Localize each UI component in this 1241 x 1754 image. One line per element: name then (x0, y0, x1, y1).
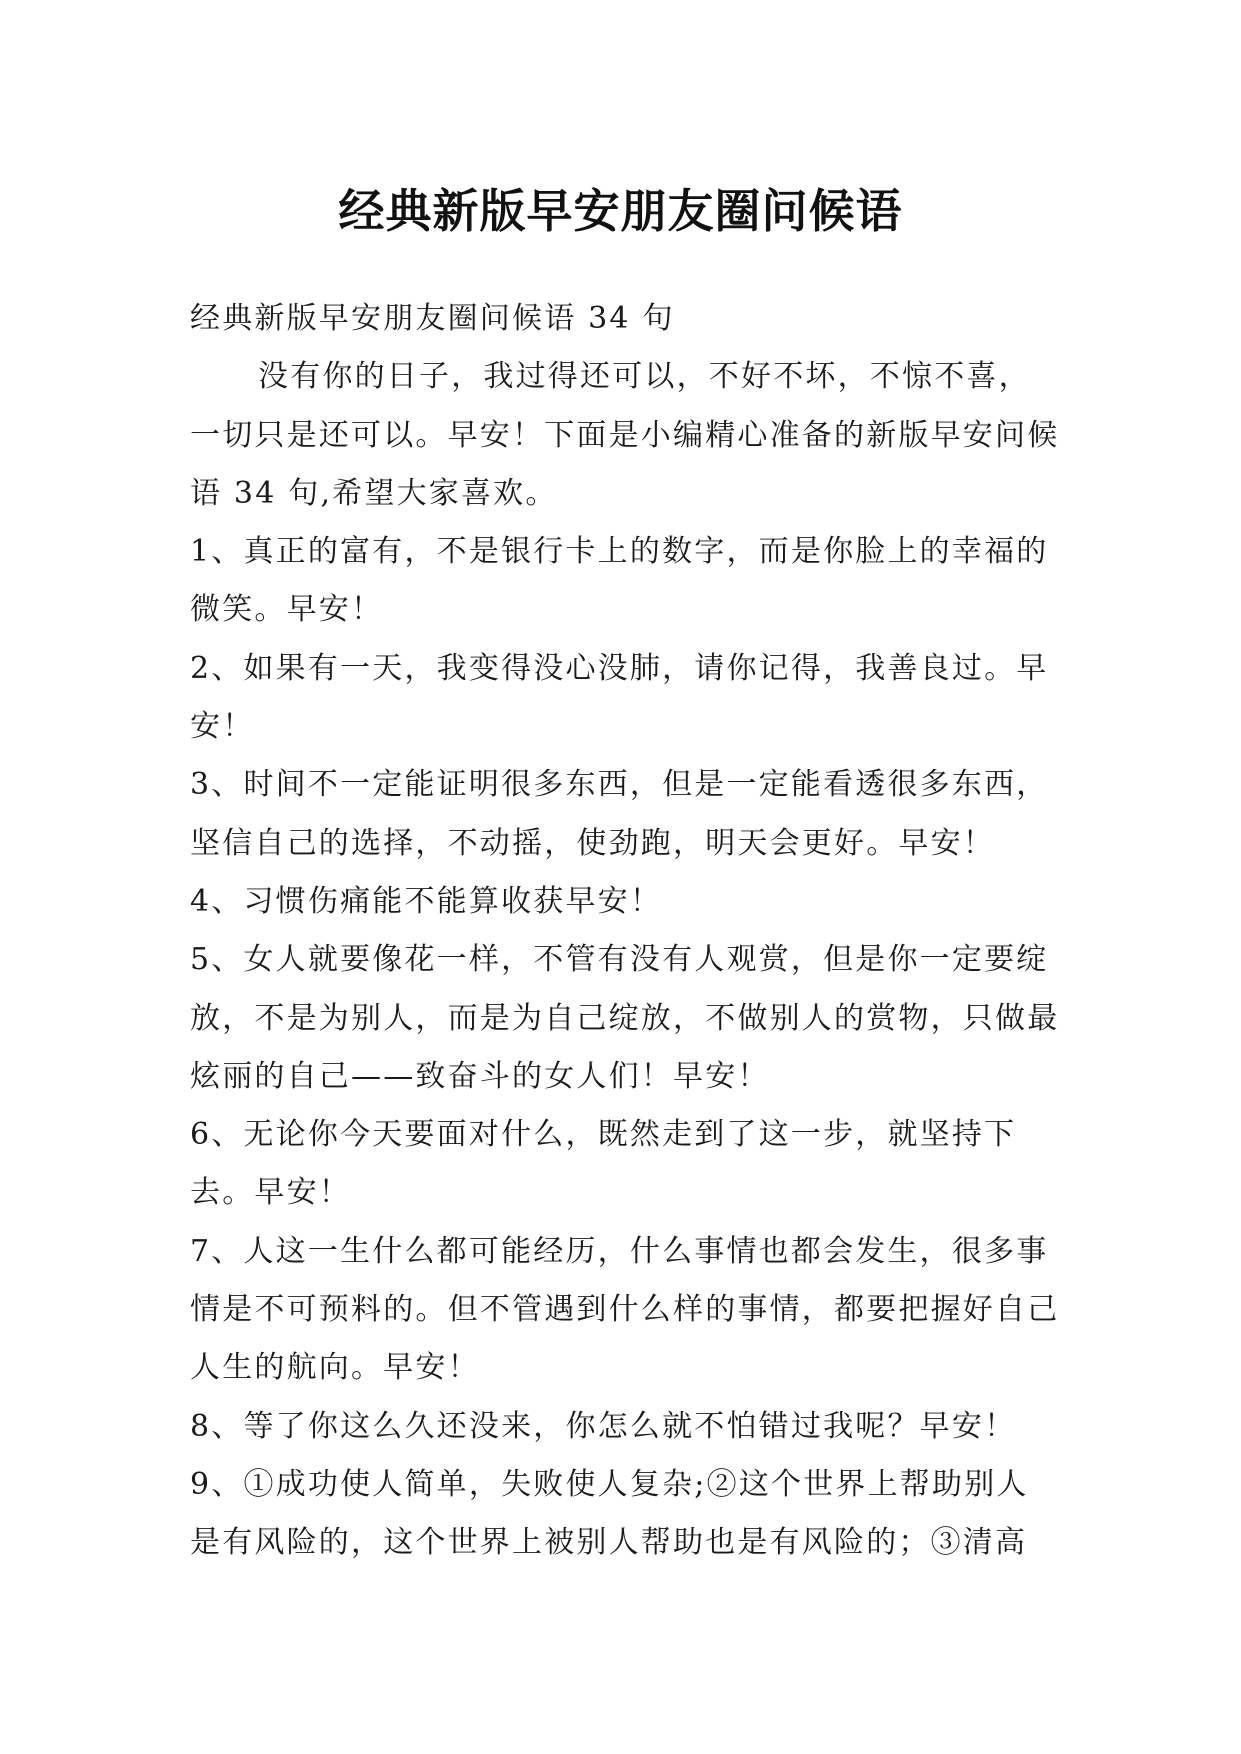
list-item: 4、习惯伤痛能不能算收获早安！ (190, 883, 663, 919)
list-item: 5、女人就要像花一样，不管有没有人观赏，但是你一定要绽放，不是为别人，而是为自己绽放，不做别人的赏物，只做最炫丽的自己——致奋斗的女人们！早安！ (190, 942, 1060, 1094)
list-item: 2、如果有一天，我变得没心没肺，请你记得，我善良过。早安！ (190, 650, 1049, 745)
list-item: 9、①成功使人简单，失败使人复杂;②这个世界上帮助别人是有风险的，这个世界上被别人帮助也是有风险的；③清高 (190, 1466, 1029, 1561)
list-item: 7、人这一生什么都可能经历，什么事情也都会发生，很多事情是不可预料的。但不管遇到什么样的事情，都要把握好自己人生的航向。早安！ (190, 1233, 1060, 1386)
list-item: 6、无论你今天要面对什么，既然走到了这一步，就坚持下去。早安！ (190, 1117, 1017, 1211)
list-item: 1、真正的富有，不是银行卡上的数字，而是你脸上的幸福的微笑。早安！ (190, 534, 1049, 628)
list-item: 8、等了你这么久还没来，你怎么就不怕错过我呢？早安！ (190, 1408, 1017, 1444)
document-title: 经典新版早安朋友圈问候语 (338, 183, 903, 238)
document-body (190, 290, 1060, 1573)
document-subtitle: 经典新版早安朋友圈问候语 34 句 (190, 301, 675, 336)
list-item: 3、时间不一定能证明很多东西，但是一定能看透很多东西，坚信自己的选择，不动摇，使劲跑，明天会更好。早安！ (190, 767, 1049, 861)
intro-paragraph: 没有你的日子，我过得还可以，不好不坏，不惊不喜，一切只是还可以。早安！下面是小编精心准备的新版早安问候语 34 句,希望大家喜欢。 (190, 359, 1060, 511)
